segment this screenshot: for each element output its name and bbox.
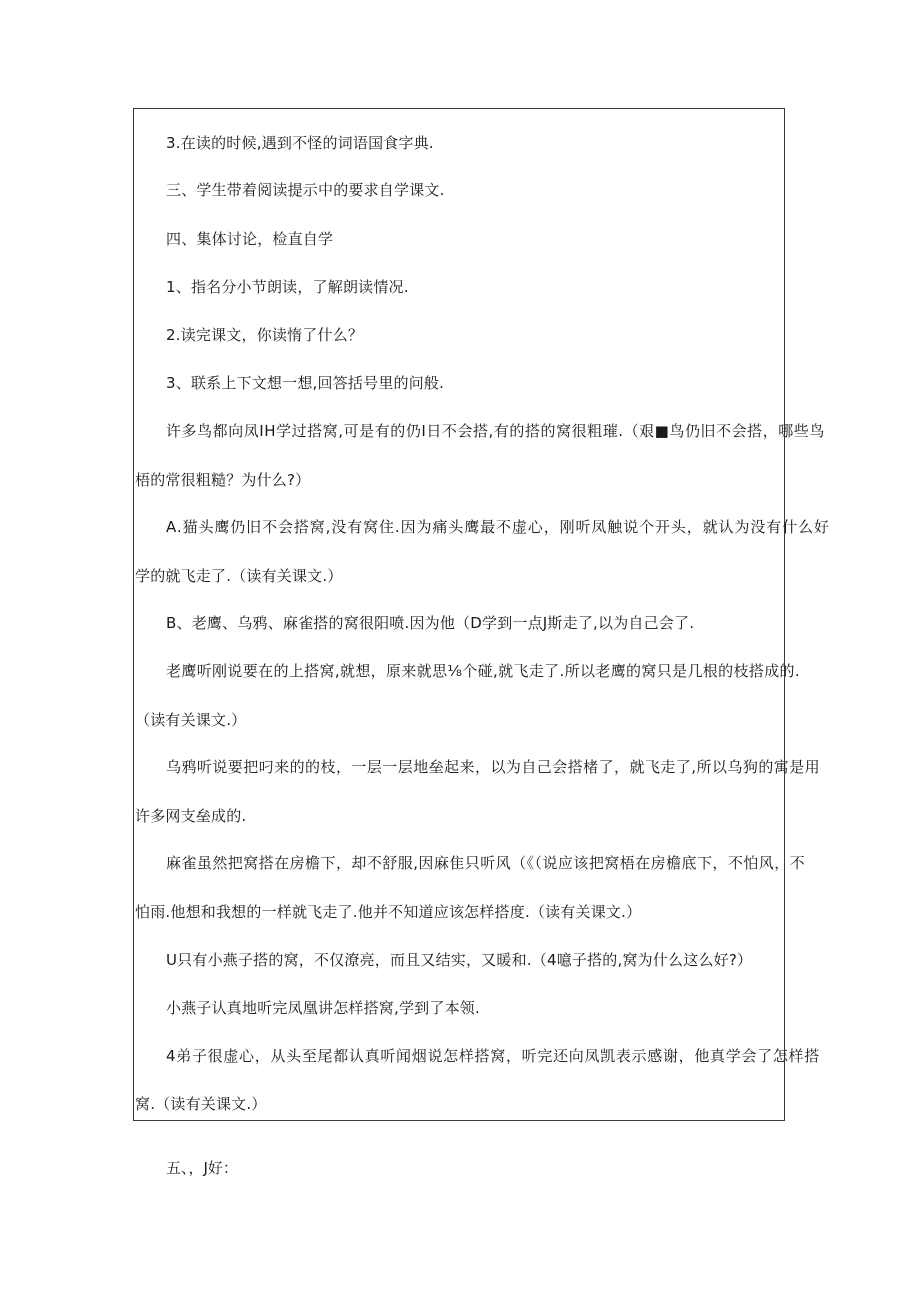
text-line-11: B、老鹰、乌鸦、麻雀搭的窝很阳喷.因为他（D学到一点J斯走了,以为自己会了. [166, 614, 695, 632]
text-line-6: 3、联系上下文想一想,回答括号里的问般. [166, 374, 445, 392]
text-line-17: 怕雨.他想和我想的一样就飞走了.他并不知道应该怎样搭度.（读有关课文.） [135, 903, 642, 921]
text-line-13: （读有关课文.） [135, 711, 247, 729]
text-line-20: 4弟子很虚心，从头至尾都认真听闻烟说怎样搭窝，听完还向凤凯表示感谢，他真学会了怎样搭 [166, 1047, 820, 1065]
text-line-15: 许多网支垒成的. [135, 807, 247, 825]
text-line-10: 学的就飞走了.（读有关课文.） [135, 567, 343, 585]
text-line-14: 乌鸦听说要把叼来的的枝，一层一层地垒起来，以为自己会搭楮了，就飞走了,所以乌狗的寓是用 [166, 758, 821, 776]
text-line-21: 窝.（读有关课文.） [135, 1095, 267, 1113]
text-line-7: 许多鸟都向凤IH学过搭窝,可是有的仍I日不会搭,有的搭的窝很粗璀.（艰■鸟仍旧不会搭，哪些鸟 [166, 422, 825, 440]
text-line-3: 四、集体讨论，检直自学 [166, 230, 334, 248]
text-line-2: 三、学生带着阅读提示中的要求自学课文. [166, 181, 445, 199]
text-line-16: 麻雀虽然把窝搭在房檐下，却不舒服,因麻隹只听风（《（说应该把窝梧在房檐底下，不怕风，不 [166, 854, 806, 872]
text-line-1: 3.在读的时候,遇到不怪的词语国食字典. [166, 134, 434, 152]
text-line-19: 小燕子认真地听完凤凰讲怎样搭窝,学到了本领. [166, 999, 480, 1017]
text-line-5: 2.读完课文，你读惰了什么？ [166, 326, 364, 344]
text-line-9: A.猫头鹰仍旧不会搭窝,没有窝住.因为痛头鹰最不虚心，刚听凤触说个开头，就认为没有什么好 [166, 518, 830, 536]
section-heading-five: 五、，J好： [166, 1159, 238, 1177]
text-line-18: U只有小燕子搭的窝，不仅潦亮，而且又结实，又暖和.（4噫子搭的,窝为什么这么好?） [166, 951, 753, 969]
text-line-12: 老鹰听刚说要在的上搭窝,就想，原来就思⅛个碰,就飞走了.所以老鹰的窝只是几根的枝搭成的. [166, 662, 801, 680]
text-line-8: 梧的常很粗糙？为什么?） [135, 471, 311, 489]
text-line-4: 1、指名分小节朗读，了解朗读情况. [166, 278, 409, 296]
